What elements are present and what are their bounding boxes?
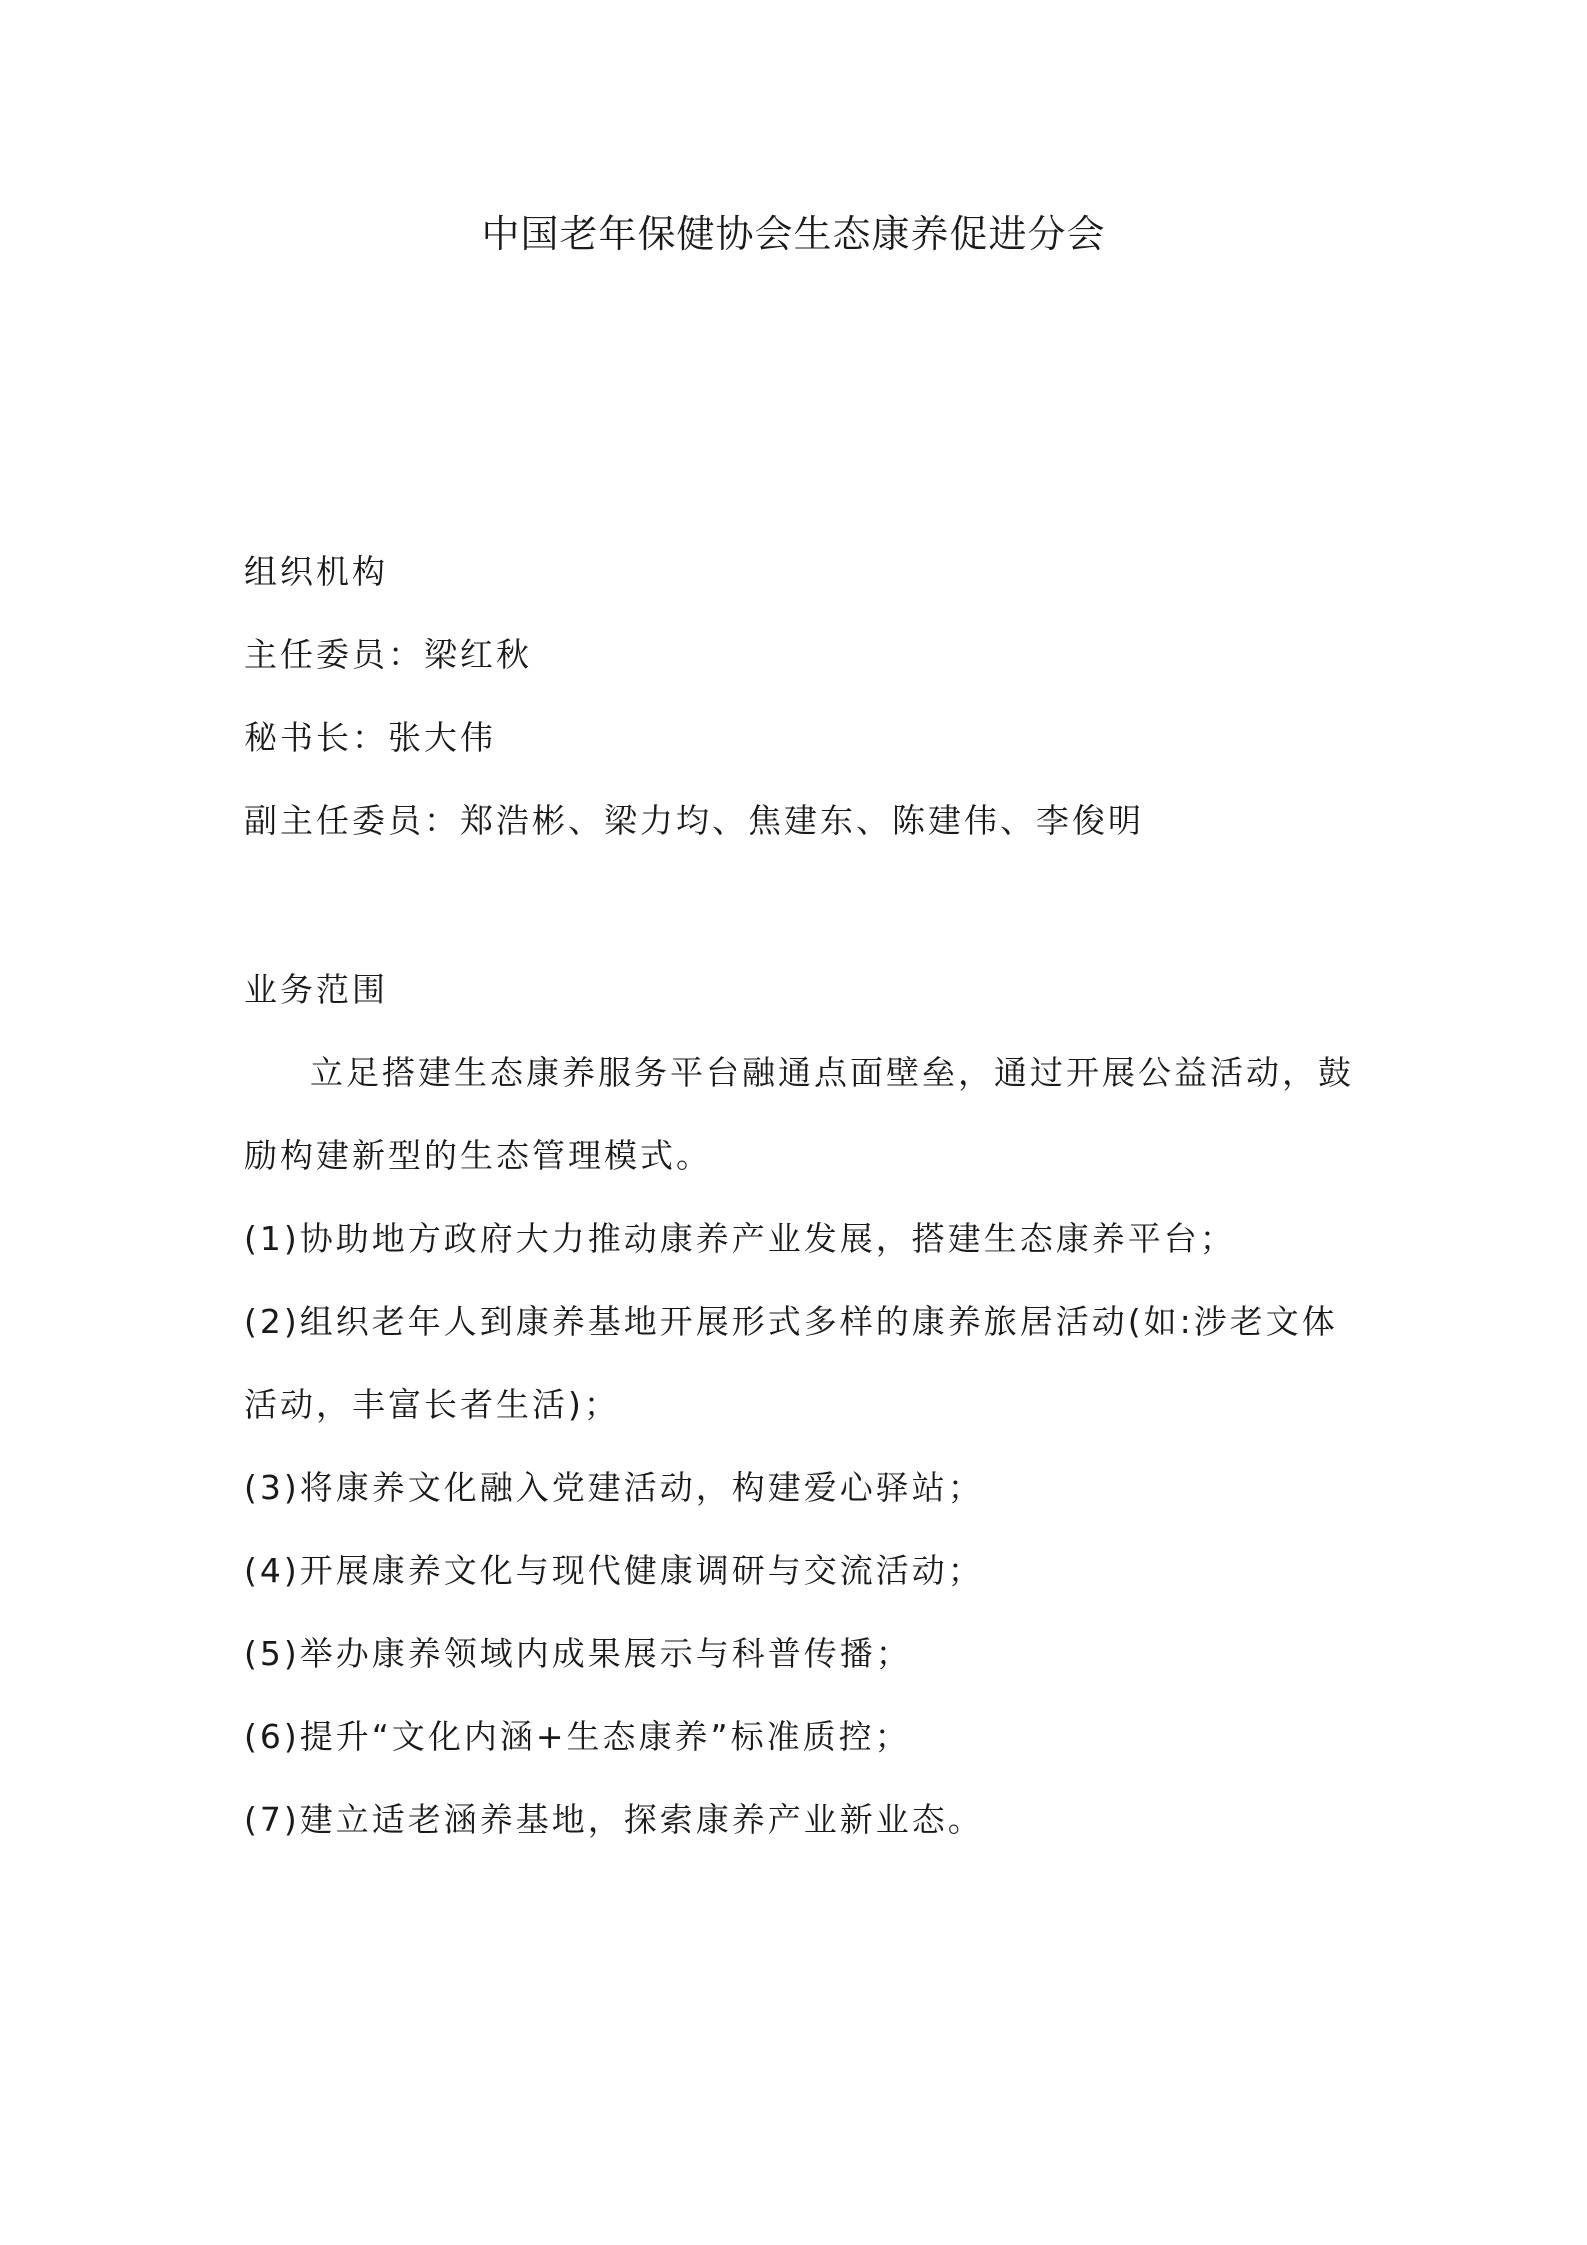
business-scope-intro: 立足搭建生态康养服务平台融通点面壁垒，通过开展公益活动，鼓励构建新型的生态管理模式。 — [244, 1053, 1354, 1175]
organization-heading: 组织机构 — [244, 552, 388, 591]
scope-item-6: (6)提升“文化内涵+生态康养”标准质控； — [244, 1717, 911, 1756]
scope-item-1: (1)协助地方政府大力推动康养产业发展，搭建生态康养平台； — [244, 1219, 1236, 1258]
business-scope-heading: 业务范围 — [244, 970, 388, 1009]
deputy-directors-line: 副主任委员：郑浩彬、梁力均、焦建东、陈建伟、李俊明 — [244, 801, 1144, 840]
scope-item-5: (5)举办康养领域内成果展示与科普传播； — [244, 1634, 912, 1673]
document-title: 中国老年保健协会生态康养促进分会 — [481, 212, 1106, 256]
scope-item-4: (4)开展康养文化与现代健康调研与交流活动； — [244, 1551, 984, 1590]
scope-item-7: (7)建立适老涵养基地，探索康养产业新业态。 — [244, 1800, 984, 1839]
organization-section — [244, 530, 1356, 862]
business-scope-section — [244, 948, 1356, 1861]
scope-item-3: (3)将康养文化融入党建活动，构建爱心驿站； — [244, 1468, 984, 1507]
director-line: 主任委员：梁红秋 — [244, 635, 532, 674]
scope-item-2: (2)组织老年人到康养基地开展形式多样的康养旅居活动(如:涉老文体活动，丰富长者生活)； — [244, 1302, 1338, 1424]
secretary-general-line: 秘书长：张大伟 — [244, 718, 496, 757]
